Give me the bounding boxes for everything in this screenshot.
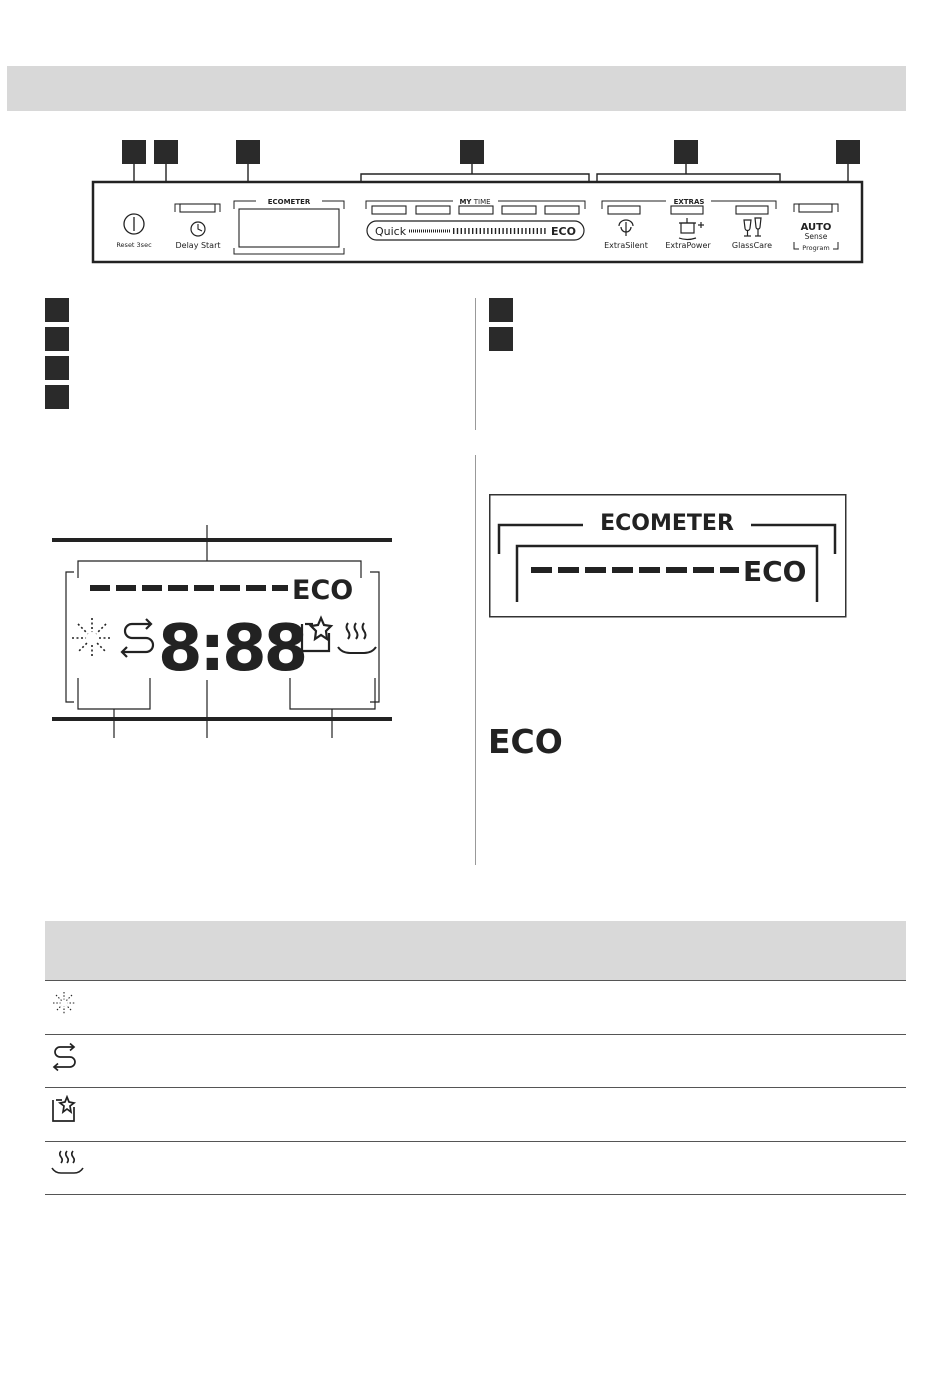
dishwasher-sparkle-icon [53,1097,74,1121]
legend-divider [475,298,476,430]
table-row [48,1095,88,1127]
glasscare-label: GlassCare [731,241,773,250]
reset-label: Reset 3sec [116,241,152,249]
eco-symbol-text: ECO [488,722,563,760]
svg-text:MY TIME [459,198,490,206]
mytime-title-bold: MY [459,198,472,206]
mytime-eco-label: ECO [551,225,576,238]
mytime-quick-label: Quick [375,225,407,238]
ecometer-figure [489,494,847,618]
legend-callout-1 [45,298,69,322]
eco-symbol [487,720,567,760]
auto-label[interactable]: AUTO [800,222,832,233]
table-row-divider [45,980,906,981]
extrapower-label: ExtraPower [665,241,711,250]
control-panel-diagram [0,160,950,270]
rinse-cycle-icon [54,1044,75,1071]
table-row [48,1042,88,1074]
heat-dry-icon [52,1151,83,1173]
legend-callout-5 [489,298,513,322]
figure-divider [475,455,476,865]
heat-dry-icon [338,623,376,653]
ecometer-figure-title: ECOMETER [600,511,734,536]
section-header-bar [7,66,906,111]
delay-start-label: Delay Start [175,241,221,250]
dishwasher-sparkle-icon [302,618,331,651]
mytime-title-rest: TIME [471,198,491,206]
legend-callout-3 [45,356,69,380]
rinse-cycle-icon [122,619,153,657]
table-header [45,921,906,980]
display-diagram [40,520,400,740]
legend-callout-4 [45,385,69,409]
ecometer-display [239,209,339,247]
time-digits: 8:88 [158,612,306,686]
table-row-divider [45,1141,906,1142]
program-label: Program [802,244,830,252]
display-eco-label: ECO [292,575,354,606]
extrasilent-label: ExtraSilent [604,241,648,250]
ecometer-title: ECOMETER [267,198,311,206]
extras-title: EXTRAS [673,198,705,206]
table-row [48,990,88,1022]
table-row-divider [45,1194,906,1195]
legend-callout-2 [45,327,69,351]
legend-callout-6 [489,327,513,351]
table-row-divider [45,1034,906,1035]
table-row [48,1149,88,1181]
ecometer-figure-eco: ECO [743,555,807,588]
table-row-divider [45,1087,906,1088]
sense-label: Sense [804,232,828,241]
